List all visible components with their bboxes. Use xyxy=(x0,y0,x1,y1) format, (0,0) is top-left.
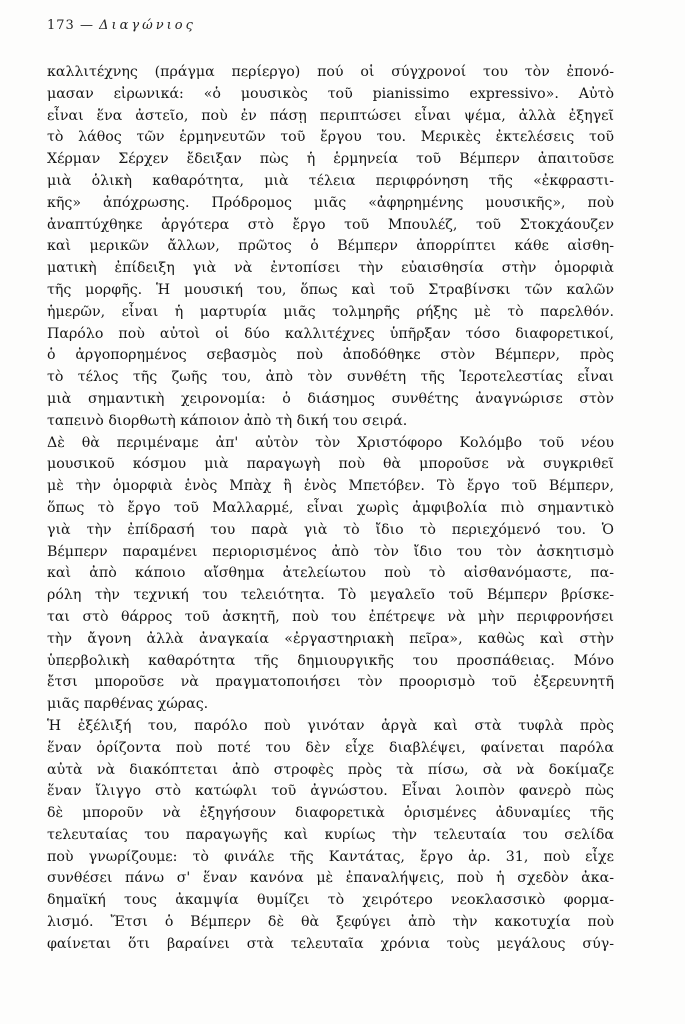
text-line: Παρόλο ποὺ αὐτοὶ οἱ δύο καλλιτέχνες ὑπῆρξαν τόσο διαφορετικοί, xyxy=(47,325,614,342)
text-line: Δὲ θὰ περιμέναμε ἀπ' αὐτὸν τὸν Χριστόφορο Κολόμβο τοῦ νέου xyxy=(47,434,614,451)
text-line: ἀναπτύχθηκε ἀργότερα στὸ ἔργο τοῦ Μπουλέζ, τοῦ Στοκχάουζεν xyxy=(47,216,614,233)
text-line: Βέμπερν παραμένει περιορισμένος ἀπὸ τὸν ἴδιο του τὸν ἀσκητισμὸ xyxy=(47,543,614,560)
running-title: Διαγώνιος xyxy=(99,18,196,33)
text-line: ταπεινὸ διορθωτὴ κάποιον ἀπὸ τὴ δική του σειρά. xyxy=(47,412,408,429)
text-line: ἡμερῶν, εἶναι ἡ μαρτυρία μιᾶς τολμηρῆς ρήξης μὲ τὸ παρελθόν. xyxy=(47,303,614,320)
text-line: φαίνεται ὅτι βαραίνει στὰ τελευταῖα χρόνια τοὺς μεγάλους σύγ- xyxy=(47,935,614,952)
text-line: ποὺ γνωρίζουμε: τὸ φινάλε τῆς Καντάτας, ἔργο ἀρ. 31, ποὺ εἶχε xyxy=(47,848,614,865)
text-line: καὶ ἀπὸ κάποιο αἴσθημα ἀτελείωτου ποὺ τὸ αἰσθανόμαστε, πα- xyxy=(47,565,614,582)
text-line: τὴν ἄγονη ἀλλὰ ἀναγκαία «ἐργαστηριακὴ πεῖρα», καθὼς καὶ στὴν xyxy=(47,630,614,647)
text-line: Χέρμαν Σέρχεν ἔδειξαν πὼς ἡ ἑρμηνεία τοῦ Βέμπερν ἀπαιτοῦσε xyxy=(47,151,614,168)
text-line: μουσικοῦ κόσμου μιὰ παραγωγὴ ποὺ θὰ μποροῦσε νὰ συγκριθεῖ xyxy=(47,456,614,473)
page-number: 173 xyxy=(47,18,75,33)
text-line: μὲ τὴν ὁμορφιὰ ἑνὸς Μπὰχ ἢ ἑνὸς Μπετόβεν. Τὸ ἔργο τοῦ Βέμπερν, xyxy=(47,478,614,495)
text-line: ὑπερβολικὴ καθαρότητα τῆς δημιουργικῆς του προσπάθειας. Μόνο xyxy=(47,652,614,669)
text-line: ματικὴ ἐπίδειξη γιὰ νὰ ἐντοπίσει τὴν εὐαισθησία στὴν ὁμορφιὰ xyxy=(47,260,614,277)
text-line: καλλιτέχνης (πράγμα περίεργο) πού οἱ σύγχρονοί του τὸν ἐπονό- xyxy=(47,64,614,80)
text-line: τῆς μορφῆς. Ἡ μουσική του, ὅπως καὶ τοῦ Στραβίνσκι τῶν καλῶν xyxy=(47,281,614,298)
text-line: μασαν εἰρωνικά: «ὁ μουσικὸς τοῦ pianissimo expressivo». Αὐτὸ xyxy=(47,85,614,102)
text-line: ται στὸ θάρρος τοῦ ἀσκητῆ, ποὺ του ἐπέτρεψε νὰ μὴν περιφρονήσει xyxy=(47,608,614,625)
header-dash: — xyxy=(79,18,94,33)
text-line: τελευταίας του παραγωγῆς καὶ κυρίως τὴν τελευταία του σελίδα xyxy=(47,826,614,843)
text-line: μιὰ σημαντικὴ χειρονομία: ὁ διάσημος συνθέτης ἀναγνώρισε στὸν xyxy=(47,390,614,407)
text-line: Ἡ ἐξέλιξή του, παρόλο ποὺ γινόταν ἀργὰ καὶ στὰ τυφλὰ πρὸς xyxy=(47,717,614,734)
text-line: μιὰ ὁλικὴ καθαρότητα, μιὰ τέλεια περιφρόνηση τῆς «ἐκφραστι- xyxy=(47,172,614,189)
text-line: ρόλη τὴν τεχνική του τελειότητα. Τὸ μεγαλεῖο τοῦ Βέμπερν βρίσκε- xyxy=(47,587,614,604)
text-line: γιὰ τὴν ἐπίδρασή του παρὰ γιὰ τὸ ἴδιο τὸ περιεχόμενό του. Ὁ xyxy=(47,521,614,538)
text-line: καὶ μερικῶν ἄλλων, πρῶτος ὁ Βέμπερν ἀπορρίπτει κάθε αἰσθη- xyxy=(47,238,614,255)
text-line: μιᾶς παρθένας χώρας. xyxy=(47,696,209,713)
running-header xyxy=(47,18,196,33)
text-line: ἕναν ὁρίζοντα ποὺ ποτέ του δὲν εἶχε διαβλέψει, φαίνεται παρόλα xyxy=(47,739,614,756)
text-line: συνθέσει πάνω σ' ἕναν κανόνα μὲ ἐπαναλήψεις, ποὺ ἡ σχεδὸν ἀκα- xyxy=(47,870,614,887)
text-line: δημαϊκή τους ἀκαμψία θυμίζει τὸ χειρότερο νεοκλασσικὸ φορμα- xyxy=(47,892,614,909)
text-line: ἔτσι μποροῦσε νὰ πραγματοποιήσει τὸν προορισμὸ τοῦ ἐξερευνητῆ xyxy=(47,674,614,691)
text-line: δὲ μποροῦν νὰ ἐξηγήσουν διαφορετικὰ ὁρισμένες ἀδυναμίες τῆς xyxy=(47,805,614,822)
text-line: ἕναν ἴλιγγο στὸ κατώφλι τοῦ ἀγνώστου. Εἶναι λοιπὸν φανερὸ πὼς xyxy=(47,783,614,800)
text-line: ὅπως τὸ ἔργο τοῦ Μαλλαρμέ, εἶναι χωρὶς ἀμφιβολία πιὸ σημαντικὸ xyxy=(47,499,614,516)
text-line: ὁ ἀργοπορημένος σεβασμὸς ποὺ ἀποδόθηκε στὸν Βέμπερν, πρὸς xyxy=(47,347,614,364)
text-line: τὸ τέλος τῆς ζωῆς του, ἀπὸ τὸν συνθέτη τῆς Ἱεροτελεστίας εἶναι xyxy=(47,369,614,386)
text-line: τὸ λάθος τῶν ἑρμηνευτῶν τοῦ ἔργου του. Μερικὲς ἐκτελέσεις τοῦ xyxy=(47,129,614,146)
text-line: εἶναι ἕνα ἀστεῖο, ποὺ ἐν πάσῃ περιπτώσει εἶναι ψέμα, ἀλλὰ ἐξηγεῖ xyxy=(47,107,614,124)
text-line: λισμό. Ἔτσι ὁ Βέμπερν δὲ θὰ ξεφύγει ἀπὸ τὴν κακοτυχία ποὺ xyxy=(47,914,614,931)
body-text xyxy=(47,62,614,956)
text-line: αὐτὰ νὰ διακόπτεται ἀπὸ στροφὲς πρὸς τὰ πίσω, σὰ νὰ δοκίμαζε xyxy=(47,761,614,778)
text-line: κῆς» ἀπόχρωσης. Πρόδρομος μιᾶς «ἀφηρημένης μουσικῆς», ποὺ xyxy=(47,194,614,211)
